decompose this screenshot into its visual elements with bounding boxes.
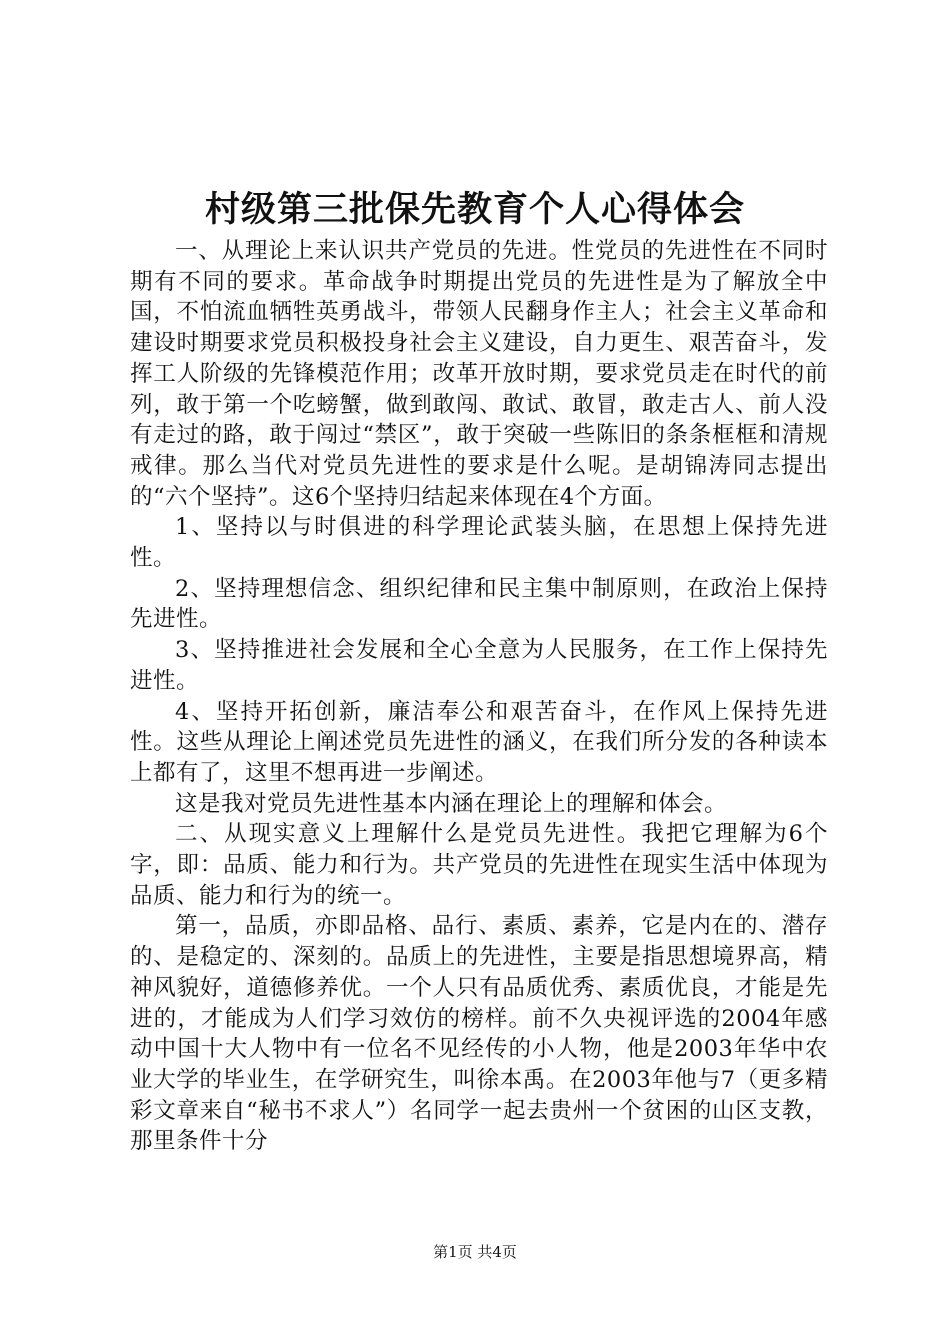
document-body [130,236,828,1157]
document-title: 村级第三批保先教育个人心得体会 [204,190,745,230]
paragraph: 这是我对党员先进性基本内涵在理论上的理解和体会。 [175,790,728,817]
paragraph: 一、从理论上来认识共产党员的先进。性党员的先进性在不同时期有不同的要求。革命战争时期提出党员的先进性是为了解放全中国，不怕流血牺牲英勇战斗，带领人民翻身作主人；社会主义革命和建设时期要求党员积极投身社会主义建设，自力更生、艰苦奋斗，发挥工人阶级的先锋模范作用；改革开放时期，要求党员走在时代的前列，敢于第一个吃螃蟹，做到敢闯、敢试、敢冒，敢走古人、前人没有走过的路，敢于闯过“禁区”，敢于突破一些陈旧的条条框框和清规戒律。那么当代对党员先进性的要求是什么呢。是胡锦涛同志提出的“六个坚持”。这6个坚持归结起来体现在4个方面。 [130,238,828,510]
paragraph: 3、坚持推进社会发展和全心全意为人民服务，在工作上保持先进性。 [130,637,828,694]
page-footer: 第1页 共4页 [433,1243,517,1261]
paragraph: 1、坚持以与时俱进的科学理论武装头脑，在思想上保持先进性。 [130,514,828,572]
paragraph: 4、坚持开拓创新，廉洁奉公和艰苦奋斗，在作风上保持先进性。这些从理论上阐述党员先进性的涵义，在我们所分发的各种读本上都有了，这里不想再进一步阐述。 [130,698,828,786]
paragraph: 二、从现实意义上理解什么是党员先进性。我把它理解为6个字，即：品质、能力和行为。共产党员的先进性在现实生活中体现为品质、能力和行为的统一。 [130,821,828,909]
paragraph: 2、坚持理想信念、组织纪律和民主集中制原则，在政治上保持先进性。 [130,575,828,633]
paragraph: 第一，品质，亦即品格、品行、素质、素养，它是内在的、潜存的、是稳定的、深刻的。品质上的先进性，主要是指思想境界高，精神风貌好，道德修养优。一个人只有品质优秀、素质优良，才能是先进的，才能成为人们学习效仿的榜样。前不久央视评选的2004年感动中国十大人物中有一位名不见经传的小人物，他是2003年华中农业大学的毕业生，在学研究生，叫徐本禹。在2003年他与7（更多精彩文章来自“秘书不求人”）名同学一起去贵州一个贫困的山区支教，那里条件十分 [130,913,828,1155]
